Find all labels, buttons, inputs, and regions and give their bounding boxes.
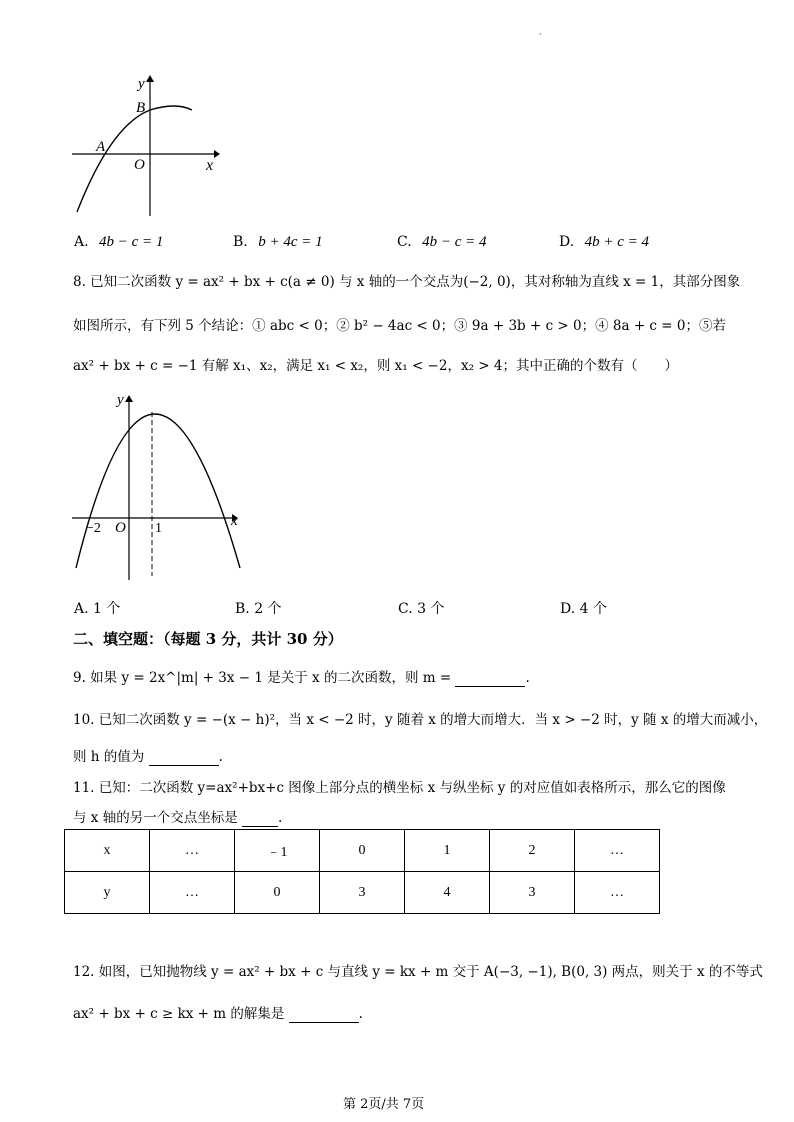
q12-line-2 — [73, 1002, 363, 1023]
fig1-x-label: x — [206, 157, 214, 174]
table-cell: y — [65, 872, 150, 914]
q12-line-2-text: ax² + bx + c ≥ kx + m 的解集是 — [73, 1006, 285, 1022]
q8-option-d-text: 4 个 — [579, 601, 607, 617]
table-cell: 4 — [405, 872, 490, 914]
q8-option-b-text: 2 个 — [254, 601, 282, 617]
q12-line-1: 12. 如图，已知抛物线 y = ax² + bx + c 与直线 y = kx + m 交于 A(−3, −1), B(0, 3) 两点，则关于 x 的不等式 — [73, 964, 763, 980]
q11-line-1: 11. 已知：二次函数 y=ax²+bx+c 图像上部分点的横坐标 x 与纵坐标 y 的对应值如表格所示，那么它的图像 — [73, 780, 726, 796]
table-cell: 3 — [490, 872, 575, 914]
q8-option-d-letter: D. — [560, 601, 576, 617]
q11-answer-blank[interactable] — [242, 810, 278, 827]
page-dot: · — [539, 30, 542, 39]
q12-answer-blank[interactable] — [289, 1006, 359, 1023]
q8-option-a-letter: A. — [74, 601, 89, 617]
y-axis-arrow — [146, 75, 154, 82]
q11-value-table — [64, 829, 660, 914]
q7-option-b-expr: b + 4c = 1 — [258, 234, 323, 250]
q8-option-c[interactable] — [398, 598, 444, 618]
q7-option-b[interactable] — [233, 234, 323, 251]
q7-option-c-letter: C. — [397, 234, 412, 250]
fig2-o-label: O — [115, 520, 126, 536]
q8-line-1: 8. 已知二次函数 y = ax² + bx + c(a ≠ 0) 与 x 轴的一个交点为(−2, 0)，其对称轴为直线 x = 1，其部分图象 — [73, 274, 741, 290]
table-cell: 1 — [405, 830, 490, 872]
section-2-title: 二、填空题：（每题 3 分，共计 30 分） — [73, 630, 343, 648]
q8-option-b[interactable] — [235, 598, 282, 618]
figure-1-parabola — [66, 70, 226, 220]
table-cell: 0 — [320, 830, 405, 872]
table-cell: … — [575, 872, 660, 914]
q7-option-d-letter: D. — [559, 234, 575, 250]
q7-option-d[interactable] — [559, 234, 649, 251]
fig2-neg2-label: −2 — [86, 521, 101, 536]
q8-option-b-letter: B. — [235, 601, 250, 617]
fig2-1-label: 1 — [155, 521, 162, 536]
q8-option-c-letter: C. — [398, 601, 413, 617]
table-cell: ﹣1 — [235, 830, 320, 872]
q10-line-2-text: 则 h 的值为 — [73, 749, 145, 765]
fig1-b-label: B — [136, 100, 146, 116]
table-cell: x — [65, 830, 150, 872]
y-axis-arrow — [125, 395, 133, 402]
q7-option-a-expr: 4b − c = 1 — [99, 234, 164, 250]
table-cell: 2 — [490, 830, 575, 872]
table-row-x — [65, 830, 660, 872]
x-axis-arrow — [214, 150, 220, 158]
table-cell: 0 — [235, 872, 320, 914]
fig1-o-label: O — [134, 157, 145, 173]
q8-option-d[interactable] — [560, 598, 607, 618]
fig2-x-label: x — [231, 513, 238, 529]
q11-line-2-text: 与 x 轴的另一个交点坐标是 — [73, 810, 238, 826]
q10-line-1: 10. 已知二次函数 y = −(x − h)²，当 x < −2 时，y 随着 x 的增大而增大．当 x > −2 时，y 随 x 的增大而减小， — [73, 712, 768, 728]
table-cell: 3 — [320, 872, 405, 914]
q10-answer-blank[interactable] — [149, 749, 219, 766]
q7-option-d-expr: 4b + c = 4 — [584, 234, 650, 250]
table-cell: … — [575, 830, 660, 872]
figure-2-parabola — [68, 388, 258, 584]
table-cell: … — [150, 830, 235, 872]
fig2-y-label: y — [117, 392, 124, 408]
q9-answer-blank[interactable] — [455, 670, 525, 687]
q7-option-c[interactable] — [397, 234, 487, 251]
table-cell: … — [150, 872, 235, 914]
q8-option-a-text: 1 个 — [93, 601, 121, 617]
q7-option-c-expr: 4b − c = 4 — [422, 234, 487, 250]
q7-option-b-letter: B. — [233, 234, 248, 250]
q7-option-a[interactable] — [74, 234, 163, 251]
q7-option-a-letter: A. — [74, 234, 89, 250]
fig1-y-label: y — [138, 76, 145, 92]
q11-line-2 — [73, 806, 282, 827]
q11-end: . — [278, 810, 283, 826]
q8-option-a[interactable] — [74, 598, 120, 618]
q8-line-3: ax² + bx + c = −1 有解 x₁、x₂，满足 x₁ < x₂，则 x₁ < −2，x₂ > 4；其中正确的个数有（ ） — [73, 358, 678, 374]
q10-end: . — [218, 749, 223, 765]
q8-option-c-text: 3 个 — [417, 601, 445, 617]
q9 — [73, 666, 530, 687]
q9-text: 9. 如果 y = 2x^|m| + 3x − 1 是关于 x 的二次函数，则 m = — [73, 670, 452, 686]
fig1-a-label: A — [96, 139, 106, 155]
q9-end: . — [525, 670, 530, 686]
q10-line-2 — [73, 745, 223, 766]
q12-end: . — [358, 1006, 363, 1022]
q8-line-2: 如图所示，有下列 5 个结论：① abc < 0；② b² − 4ac < 0；③ 9a + 3b + c > 0；④ 8a + c = 0；⑤若 — [73, 318, 726, 334]
page-footer: 第 2页/共 7页 — [343, 1097, 425, 1112]
table-row-y — [65, 872, 660, 914]
parabola-curve — [76, 414, 240, 568]
